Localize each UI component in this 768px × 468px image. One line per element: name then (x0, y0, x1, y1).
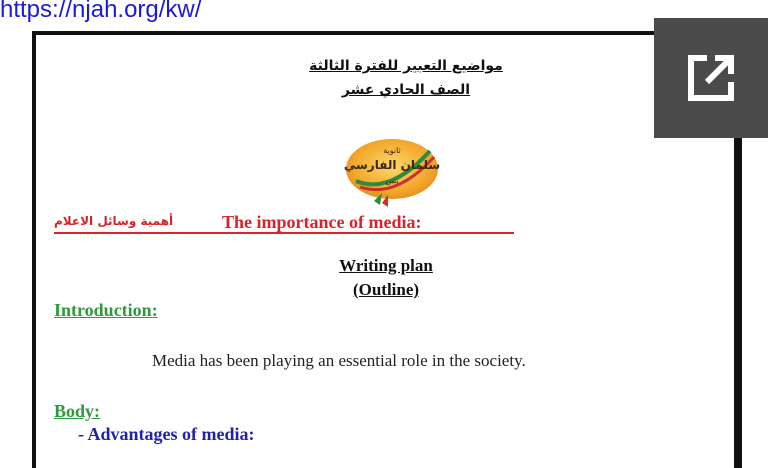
plan-line-2: (Outline) (352, 280, 420, 299)
media-heading-english: The importance of media: (222, 212, 422, 232)
plan-line-1: Writing plan (339, 256, 433, 275)
writing-plan-heading (306, 254, 466, 302)
logo-text-2: سلمان الفارسي (343, 158, 441, 172)
media-heading-underline (54, 232, 514, 234)
introduction-sentence: Media has been playing an essential role in the society. (152, 351, 526, 370)
logo-text-3: بنين (385, 176, 399, 185)
open-in-new-icon (681, 48, 741, 108)
introduction-label: Introduction: (54, 300, 158, 320)
document-page (32, 31, 738, 468)
document-title (276, 54, 536, 102)
logo-text-1: ثانوية (383, 146, 401, 155)
title-line-1: مواضيع التعبير للفترة الثالثة (309, 58, 503, 74)
title-line-2: الصف الحادي عشر (341, 82, 471, 98)
media-heading-arabic: أهمية وسائل الاعلام (54, 214, 174, 228)
open-in-new-button[interactable] (654, 18, 768, 138)
page-url-link[interactable]: https://njah.org/kw/ (0, 0, 202, 23)
document-border-right (738, 110, 742, 468)
advantages-label: - Advantages of media: (78, 424, 255, 444)
school-logo (330, 133, 448, 213)
body-label: Body: (54, 401, 101, 421)
